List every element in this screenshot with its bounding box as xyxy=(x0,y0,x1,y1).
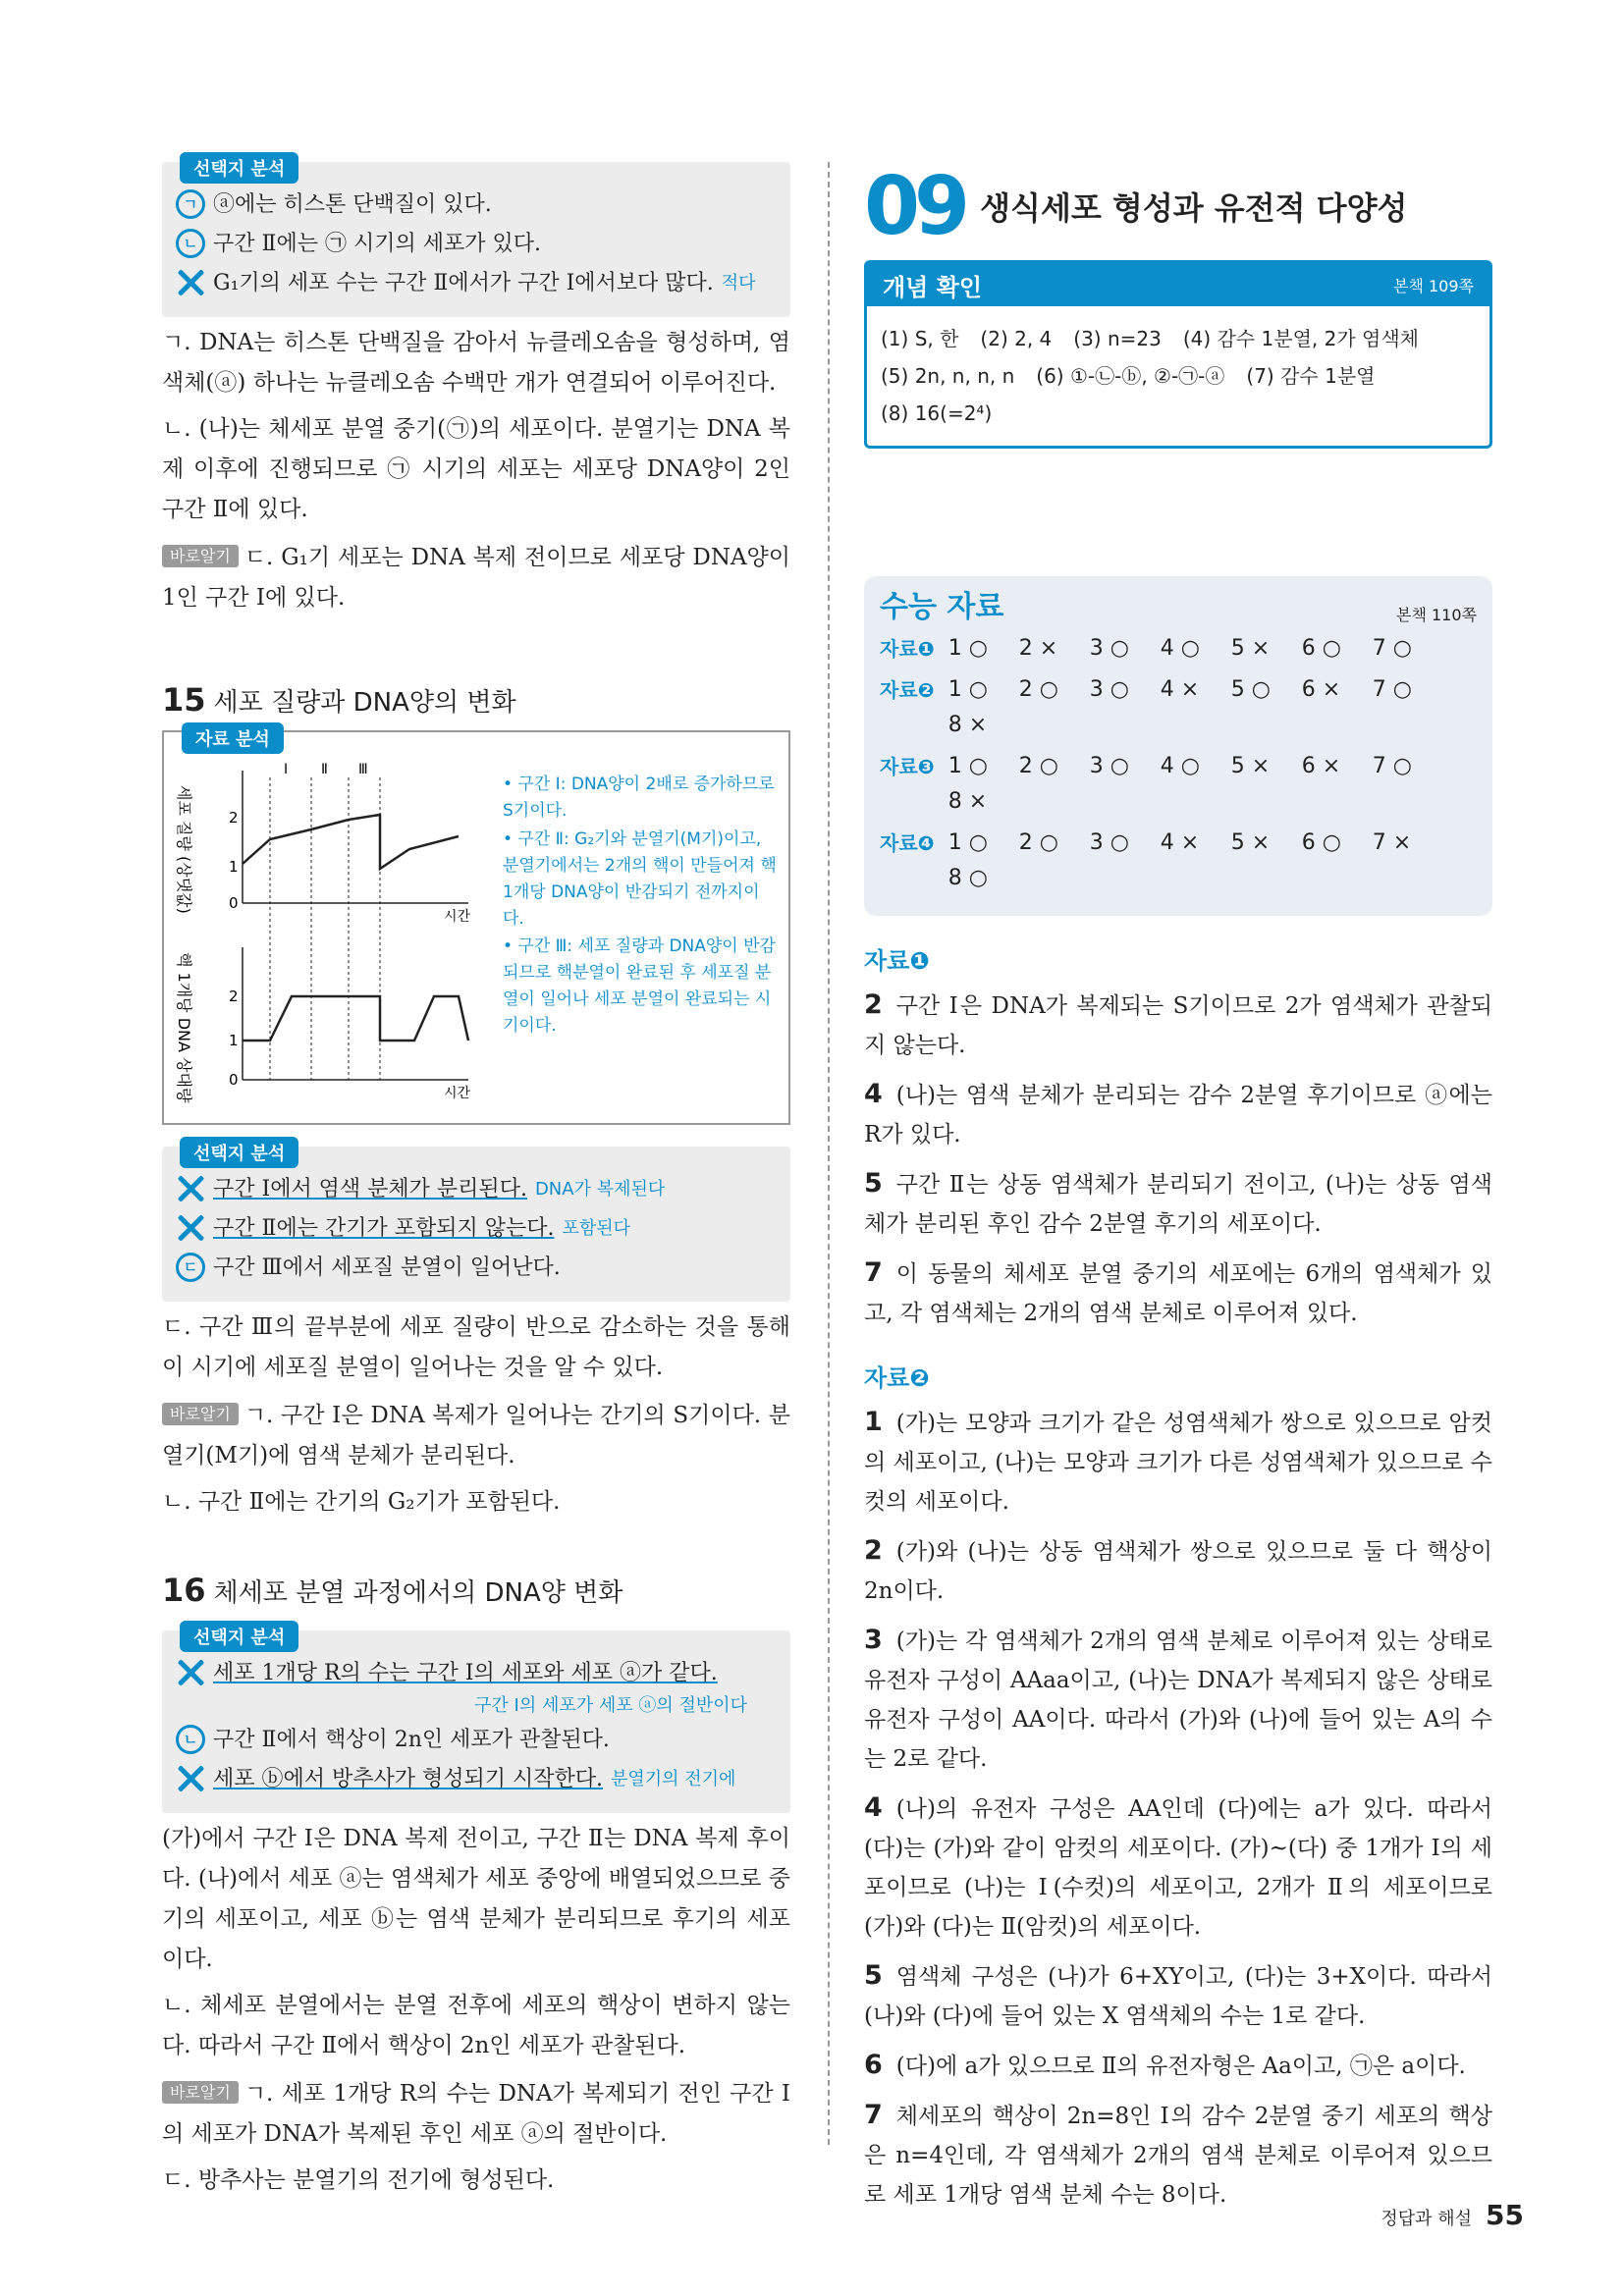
answer-explanation: 4 (나)의 유전자 구성은 AA인데 (다)에는 a가 있다. 따라서 (다)는 (가)와 같이 암컷의 세포이다. (가)~(다) 중 1개가 Ⅰ의 세포이므로 (나)는 Ⅰ(수컷)의 세포이고, 2개가 Ⅱ의 세포이므로 (가)와 (다)는 Ⅱ(암컷)의 세포이다. xyxy=(864,1792,1492,1940)
choice-item: ㄴ 구간 Ⅱ에는 ㉠ 시기의 세포가 있다. xyxy=(176,229,777,260)
answer-row: 자료❶ 1 ○ 2 × 3 ○ 4 ○ 5 × 6 ○ 7 ○ xyxy=(880,636,1412,661)
answer-explanation: 3 (가)는 각 염색체가 2개의 염색 분체로 이루어져 있는 상태로 유전자 구성이 AAaa이고, (나)는 DNA가 복제되지 않은 상태로 유전자 구성이 AA이다. 따라서 (가)와 (나)에 들어 있는 A의 수는 2로 같다. xyxy=(864,1625,1492,1772)
choice-analysis-box-16: 선택지 분석 세포 1개당 R의 수는 구간 Ⅰ의 세포와 세포 ⓐ가 같다. 구간 Ⅰ의 세포가 세포 ⓐ의 절반이다 ㄴ 구간 Ⅱ에서 핵상이 2n인 세포가 관찰된다. 세포 ⓑ에서 방추사가 형성되기 시작한다. 분열기의 전기에 xyxy=(162,1630,790,1813)
graph-note: • 구간 Ⅲ: 세포 질량과 DNA양이 반감되므로 핵분열이 완료된 후 세포질 분열이 일어나 세포 분열이 완료되는 시기이다. xyxy=(503,936,776,1036)
choice-item: ㄱ ⓐ에는 히스톤 단백질이 있다. xyxy=(176,189,777,221)
footer-label: 정답과 해설 xyxy=(1380,2209,1473,2229)
answer-explanation: 2 구간 Ⅰ은 DNA가 복제되는 S기이므로 2가 염색체가 관찰되지 않는다. xyxy=(864,989,1492,1058)
wrong-mark-icon xyxy=(176,268,205,297)
choice-item: 구간 Ⅱ에는 간기가 포함되지 않는다. 포함된다 xyxy=(176,1213,777,1245)
explanation-paragraph: ㄷ. 방추사는 분열기의 전기에 형성된다. xyxy=(162,2167,555,2193)
right-column xyxy=(864,159,1492,2224)
top-y-label: 세포 질량 (상댓값) xyxy=(175,785,193,914)
question-15-title: 15 세포 질량과 DNA양의 변화 xyxy=(162,681,516,719)
explanation-paragraph: ㄱ. DNA는 히스톤 단백질을 감아서 뉴클레오솜을 형성하며, 염색체(ⓐ) 하나는 뉴클레오솜 수백만 개가 연결되어 이루어진다. xyxy=(162,330,790,396)
page-number: 55 xyxy=(1486,2199,1524,2231)
section-title: 자료❶ xyxy=(864,947,930,975)
explanation-paragraph: ㄴ. 체세포 분열에서는 분열 전후에 세포의 핵상이 변하지 않는다. 따라서 구간 Ⅱ에서 핵상이 2n인 세포가 관찰된다. xyxy=(162,1993,790,2058)
svg-text:1: 1 xyxy=(229,1032,239,1049)
svg-text:1: 1 xyxy=(229,858,239,876)
svg-text:시간: 시간 xyxy=(444,1086,471,1101)
svg-text:Ⅱ: Ⅱ xyxy=(321,762,328,777)
answer-explanation: 7 이 동물의 체세포 분열 중기의 세포에는 6개의 염색체가 있고, 각 염색체는 2개의 염색 분체로 이루어져 있다. xyxy=(864,1257,1492,1326)
answer-row: 자료❸ 1 ○ 2 ○ 3 ○ 4 ○ 5 × 6 × 7 ○ 8 × xyxy=(880,754,1412,814)
correction-paragraph: 바로알기 ㄱ. 세포 1개당 R의 수는 DNA가 복제되기 전인 구간 Ⅰ의 세포가 DNA가 복제된 후인 세포 ⓐ의 절반이다. xyxy=(162,2081,790,2147)
answer-explanation: 6 (다)에 a가 있으므로 Ⅱ의 유전자형은 Aa이고, ㉠은 a이다. xyxy=(864,2050,1466,2080)
answer-explanation: 1 (가)는 모양과 크기가 같은 성염색체가 쌍으로 있으므로 암컷의 세포이고, (나)는 모양과 크기가 다른 성염색체가 있으므로 수컷의 세포이다. xyxy=(864,1407,1492,1515)
choice-item: G₁기의 세포 수는 구간 Ⅱ에서가 구간 Ⅰ에서보다 많다. 적다 xyxy=(176,268,777,299)
question-16-title: 16 체세포 분열 과정에서의 DNA양 변화 xyxy=(162,1572,623,1609)
chapter-header xyxy=(864,159,1492,253)
left-column xyxy=(162,159,790,2207)
correct-mark-icon: ㄴ xyxy=(176,229,205,258)
correction-paragraph: 바로알기 ㄱ. 구간 Ⅰ은 DNA 복제가 일어나는 간기의 S기이다. 분열기(M기)에 염색 분체가 분리된다. xyxy=(162,1403,790,1468)
svg-text:Ⅲ: Ⅲ xyxy=(358,762,368,777)
chapter-title: 생식세포 형성과 유전적 다양성 xyxy=(980,189,1408,227)
explanation-paragraph: ㄷ. 구간 Ⅲ의 끝부분에 세포 질량이 반으로 감소하는 것을 통해 이 시기에 세포질 분열이 일어나는 것을 알 수 있다. xyxy=(162,1314,790,1380)
choice-item: 세포 ⓑ에서 방추사가 형성되기 시작한다. 분열기의 전기에 xyxy=(176,1764,777,1795)
graph-note: • 구간 Ⅰ: DNA양이 2배로 증가하므로 S기이다. xyxy=(503,774,775,821)
correct-mark-icon: ㄱ xyxy=(176,189,205,219)
correction-badge: 바로알기 xyxy=(162,545,239,567)
svg-text:Ⅰ: Ⅰ xyxy=(284,762,289,777)
answer-row: 자료❷ 1 ○ 2 ○ 3 ○ 4 × 5 ○ 6 × 7 ○ 8 × xyxy=(880,677,1412,737)
explanation-paragraph: (가)에서 구간 Ⅰ은 DNA 복제 전이고, 구간 Ⅱ는 DNA 복제 후이다. (나)에서 세포 ⓐ는 염색체가 세포 중앙에 배열되었으므로 중기의 세포이고, 세포 ⓑ는 염색 분체가 분리되므로 후기의 세포이다. xyxy=(162,1826,790,1972)
wrong-mark-icon xyxy=(176,1658,205,1687)
answer-row: 자료❹ 1 ○ 2 ○ 3 ○ 4 × 5 × 6 ○ 7 × 8 ○ xyxy=(880,830,1412,890)
choice-item: ㄷ 구간 Ⅲ에서 세포질 분열이 일어난다. xyxy=(176,1253,777,1284)
choice-item: ㄴ 구간 Ⅱ에서 핵상이 2n인 세포가 관찰된다. xyxy=(176,1725,777,1756)
data-analysis-tag: 자료 분석 xyxy=(182,722,284,754)
choice-analysis-tag: 선택지 분석 xyxy=(180,152,298,184)
page-footer xyxy=(1380,2199,1524,2231)
suneung-data-box: 수능 자료 본책 110쪽 자료❶ 1 ○ 2 × 3 ○ 4 ○ 5 × 6 ○ 7 ○ 자료❷ 1 ○ 2 ○ 3 ○ 4 × 5 ○ 6 × 7 ○ 8 × 자료❸ 1 ○ 2 ○ 3 ○ 4 ○ 5 × 6 × 7 ○ 8 × 자료❹ 1 ○ 2 ○ 3 ○ 4 × 5 × 6 ○ 7 × 8 ○ xyxy=(864,576,1492,916)
data-analysis-graph xyxy=(162,730,790,1125)
choice-item: 세포 1개당 R의 수는 구간 Ⅰ의 세포와 세포 ⓐ가 같다. xyxy=(176,1658,777,1689)
explanation-paragraph: ㄴ. 구간 Ⅱ에는 간기의 G₂기가 포함된다. xyxy=(162,1489,561,1515)
answer-explanation: 4 (나)는 염색 분체가 분리되는 감수 2분열 후기이므로 ⓐ에는 R가 있다. xyxy=(864,1079,1492,1148)
chapter-number: 09 xyxy=(864,159,965,253)
svg-text:2: 2 xyxy=(229,988,239,1005)
wrong-mark-icon xyxy=(176,1174,205,1203)
choice-item: 구간 Ⅰ에서 염색 분체가 분리된다. DNA가 복제된다 xyxy=(176,1174,777,1205)
correct-mark-icon: ㄴ xyxy=(176,1725,205,1754)
svg-text:시간: 시간 xyxy=(444,909,471,925)
choice-analysis-box-1 xyxy=(162,159,790,317)
graph-note: • 구간 Ⅱ: G₂기와 분열기(M기)이고, 분열기에서는 2개의 핵이 만들어져 핵 1개당 DNA양이 반감되기 전까지이다. xyxy=(503,829,777,929)
wrong-mark-icon xyxy=(176,1213,205,1243)
correct-mark-icon: ㄷ xyxy=(176,1253,205,1282)
answer-explanation: 2 (가)와 (나)는 상동 염색체가 쌍으로 있으므로 둘 다 핵상이 2n이다. xyxy=(864,1535,1492,1604)
wrong-mark-icon xyxy=(176,1764,205,1793)
answer-explanation: 5 염색체 구성은 (나)가 6+XY이고, (다)는 3+X이다. 따라서 (나)와 (다)에 들어 있는 X 염색체의 수는 1로 같다. xyxy=(864,1960,1492,2029)
bottom-y-label: 핵 1개당 DNA 상대량 xyxy=(175,952,193,1103)
column-divider xyxy=(828,162,830,2145)
sub-note: 구간 Ⅰ의 세포가 세포 ⓐ의 절반이다 xyxy=(474,1695,747,1716)
choice-analysis-box-15: 선택지 분석 구간 Ⅰ에서 염색 분체가 분리된다. DNA가 복제된다 구간 Ⅱ에는 간기가 포함되지 않는다. 포함된다 ㄷ 구간 Ⅲ에서 세포질 분열이 일어난다. xyxy=(162,1147,790,1302)
section-title: 자료❷ xyxy=(864,1364,930,1392)
answer-explanation: 7 체세포의 핵상이 2n=8인 Ⅰ의 감수 2분열 중기 세포의 핵상은 n=4인데, 각 염색체가 2개의 염색 분체로 이루어져 있으므로 세포 1개당 염색 분체 수는 8이다. xyxy=(864,2100,1492,2208)
answer-explanation: 5 구간 Ⅱ는 상동 염색체가 분리되기 전이고, (나)는 상동 염색체가 분리된 후인 감수 2분열 후기의 세포이다. xyxy=(864,1168,1492,1237)
svg-text:2: 2 xyxy=(229,809,239,827)
correction-paragraph: 바로알기 ㄷ. G₁기 세포는 DNA 복제 전이므로 세포당 DNA양이 1인 구간 Ⅰ에 있다. xyxy=(162,545,790,611)
concept-check-box: 개념 확인 본책 109쪽 (1) S, 한 (2) 2, 4 (3) n=23 (4) 감수 1분열, 2가 염색체 (5) 2n, n, n, n (6) ①-㉡-ⓑ, ②-㉠-ⓐ (7) 감수 1분열 (8) 16(=2⁴) xyxy=(864,260,1492,449)
svg-text:0: 0 xyxy=(229,894,239,912)
svg-text:0: 0 xyxy=(229,1071,239,1089)
explanation-paragraph: ㄴ. (나)는 체세포 분열 중기(㉠)의 세포이다. 분열기는 DNA 복제 이후에 진행되므로 ㉠ 시기의 세포는 세포당 DNA양이 2인 구간 Ⅱ에 있다. xyxy=(162,416,790,522)
